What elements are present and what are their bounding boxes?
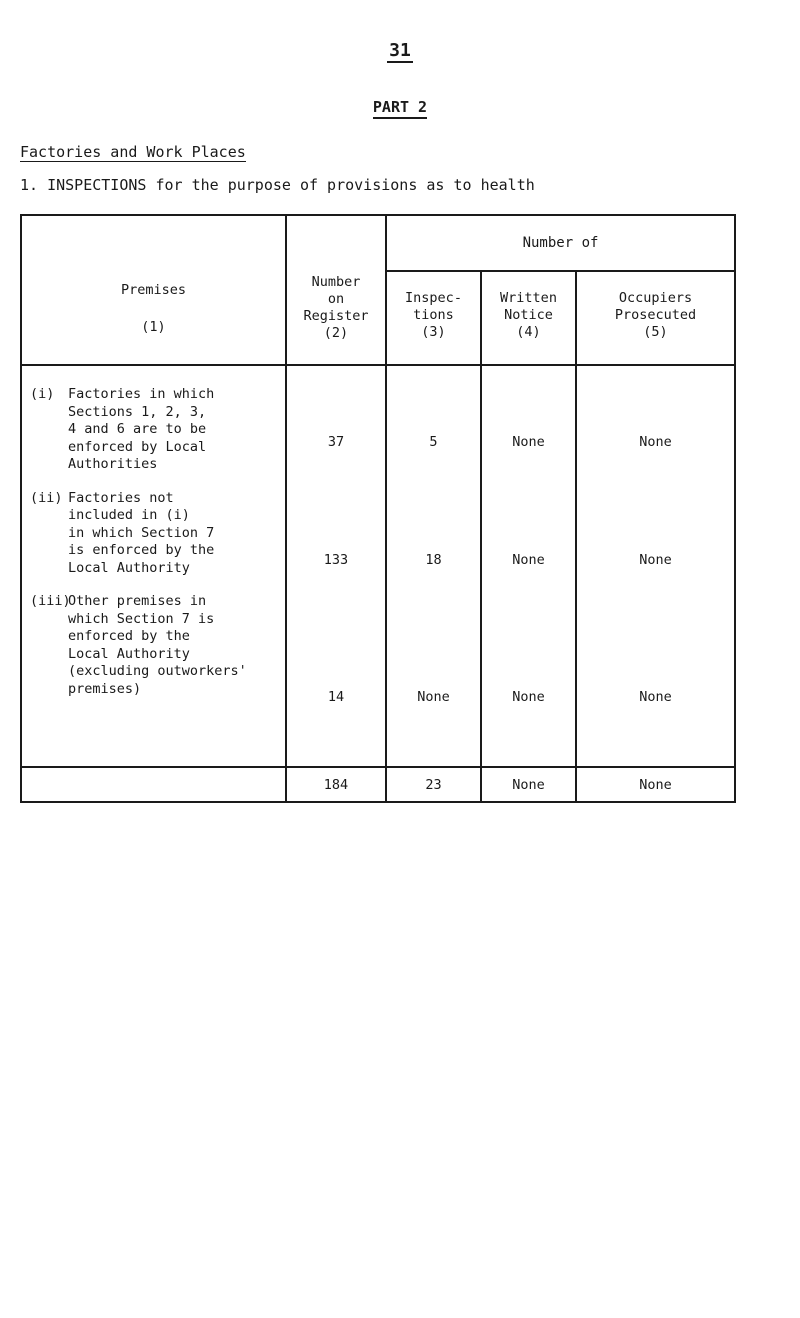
premises-item (30, 490, 285, 578)
section-heading-text: Factories and Work Places (20, 143, 246, 161)
totals-label-cell (21, 767, 286, 802)
register-value: 37 (327, 434, 345, 450)
premises-line: 4 and 6 are to be (68, 421, 207, 437)
premises-line: Local Authority (68, 559, 190, 576)
header-written-num: (4) (516, 324, 541, 340)
written-notice-value: None (512, 689, 545, 705)
register-value: 133 (323, 552, 349, 568)
header-premises (21, 215, 286, 365)
inspections-subheading: 1. INSPECTIONS for the purpose of provisions as to health (20, 176, 535, 194)
prosecuted-value: None (639, 689, 672, 705)
premises-line: Other premises in (68, 593, 207, 609)
premises-text (68, 490, 285, 578)
premises-label: (i) (30, 386, 55, 402)
header-prosecuted-num: (5) (643, 324, 668, 340)
part-heading-text: PART 2 (373, 98, 427, 119)
premises-text (68, 386, 285, 474)
total-inspections: 23 (386, 767, 481, 802)
premises-item (30, 386, 285, 474)
premises-line: Factories not (68, 489, 174, 506)
premises-line: in which Section 7 (68, 524, 215, 541)
premises-line: (excluding outworkers' (68, 663, 247, 679)
header-inspections (386, 271, 481, 365)
written-notice-column (481, 365, 576, 767)
header-register-num: (2) (323, 325, 349, 341)
header-inspections-line2: tions (413, 307, 454, 323)
premises-line: premises) (68, 680, 142, 697)
prosecuted-column (576, 365, 735, 767)
premises-line: enforced by the (68, 628, 190, 644)
part-heading (0, 98, 800, 116)
section-heading (20, 143, 246, 161)
inspections-value: None (417, 689, 450, 705)
header-inspections-line1: Inspec- (405, 290, 462, 306)
premises-column (21, 365, 286, 767)
premises-label: (iii) (30, 593, 71, 609)
premises-line: included in (i) (68, 507, 190, 523)
premises-item (30, 593, 285, 698)
table-body-row (21, 365, 735, 767)
written-notice-value: None (512, 434, 545, 450)
header-premises-num: (1) (141, 319, 166, 335)
premises-label: (ii) (30, 489, 63, 506)
header-written-notice (481, 271, 576, 365)
inspections-table (20, 214, 736, 803)
inspections-value: 18 (425, 552, 442, 568)
premises-line: Factories in which (68, 386, 215, 402)
premises-line: Local Authority (68, 645, 190, 662)
header-register (286, 215, 386, 365)
header-register-line1: Number (311, 274, 361, 290)
premises-line: enforced by Local (68, 438, 207, 455)
premises-line: which Section 7 is (68, 610, 215, 627)
header-prosecuted-line2: Prosecuted (614, 307, 697, 323)
prosecuted-value: None (639, 552, 672, 568)
premises-line: Sections 1, 2, 3, (68, 403, 207, 420)
register-column (286, 365, 386, 767)
total-written-notice: None (481, 767, 576, 802)
premises-line: is enforced by the (68, 542, 215, 558)
header-prosecuted (576, 271, 735, 365)
inspections-value: 5 (429, 434, 438, 450)
header-register-line3: Register (303, 308, 369, 324)
premises-line: Authorities (68, 456, 158, 472)
inspections-column (386, 365, 481, 767)
header-inspections-num: (3) (421, 324, 446, 340)
totals-row (21, 767, 735, 802)
prosecuted-value: None (639, 434, 672, 450)
header-register-line2: on (327, 291, 345, 307)
written-notice-value: None (512, 552, 545, 568)
premises-text (68, 593, 285, 698)
page-number (0, 40, 800, 61)
header-prosecuted-line1: Occupiers (618, 290, 693, 306)
header-premises-label: Premises (120, 282, 187, 298)
total-register: 184 (286, 767, 386, 802)
header-written-line2: Notice (504, 307, 553, 323)
header-row-group (21, 215, 735, 271)
page-number-text: 31 (389, 40, 411, 61)
header-written-line1: Written (500, 290, 557, 306)
total-prosecuted: None (576, 767, 735, 802)
header-number-of: Number of (386, 215, 735, 271)
register-value: 14 (327, 689, 345, 705)
